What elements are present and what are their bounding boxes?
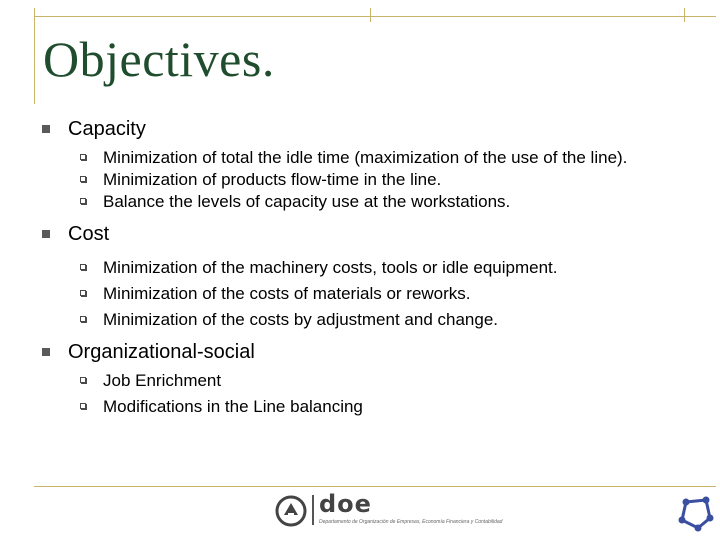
slide-title: Objectives.	[43, 31, 275, 87]
list-item-text: Minimization of the costs by adjustment and change.	[103, 310, 498, 329]
frame-tick	[370, 8, 371, 22]
checkbox-bullet-icon	[80, 403, 86, 409]
slide-body	[40, 116, 680, 426]
logo-divider	[312, 495, 314, 525]
square-bullet-icon	[42, 230, 50, 238]
list-item	[40, 191, 680, 213]
frame-tick	[684, 8, 685, 22]
list-item	[40, 257, 680, 279]
list-item-text: Minimization of the machinery costs, tools or idle equipment.	[103, 258, 558, 277]
organizational-list	[40, 370, 680, 418]
section-capacity	[40, 116, 680, 142]
corner-nodes-icon	[676, 494, 716, 534]
checkbox-bullet-icon	[80, 316, 86, 322]
square-bullet-icon	[42, 348, 50, 356]
frame-top-line	[34, 16, 716, 17]
checkbox-bullet-icon	[80, 377, 86, 383]
section-cost	[40, 221, 680, 247]
list-item	[40, 169, 680, 191]
cost-list	[40, 257, 680, 331]
checkbox-bullet-icon	[80, 290, 86, 296]
department-logo	[275, 490, 535, 530]
list-item-text: Modifications in the Line balancing	[103, 397, 363, 416]
frame-left-line	[34, 8, 35, 104]
checkbox-bullet-icon	[80, 176, 86, 182]
checkbox-bullet-icon	[80, 154, 86, 160]
section-label: Cost	[68, 223, 110, 245]
list-item-text: Minimization of total the idle time (maximization of the use of the line).	[103, 148, 628, 167]
list-item	[40, 309, 680, 331]
logo-wordmark: doe	[319, 490, 372, 518]
logo-emblem-icon	[275, 495, 307, 527]
list-item-text: Minimization of the costs of materials or reworks.	[103, 284, 471, 303]
list-item	[40, 283, 680, 305]
capacity-list	[40, 147, 680, 213]
list-item-text: Balance the levels of capacity use at the workstations.	[103, 192, 511, 211]
list-item-text: Minimization of products flow-time in the line.	[103, 170, 442, 189]
section-label: Organizational-social	[68, 341, 255, 363]
list-item	[40, 370, 680, 392]
list-item	[40, 396, 680, 418]
checkbox-bullet-icon	[80, 198, 86, 204]
section-organizational-social	[40, 339, 680, 365]
list-item	[40, 147, 680, 169]
list-item-text: Job Enrichment	[103, 371, 222, 390]
section-label: Capacity	[68, 118, 146, 140]
logo-subtitle: Departamento de Organización de Empresas, Economía Financiera y Contabilidad	[319, 519, 503, 525]
square-bullet-icon	[42, 125, 50, 133]
frame-bottom-line	[34, 486, 716, 487]
checkbox-bullet-icon	[80, 264, 86, 270]
